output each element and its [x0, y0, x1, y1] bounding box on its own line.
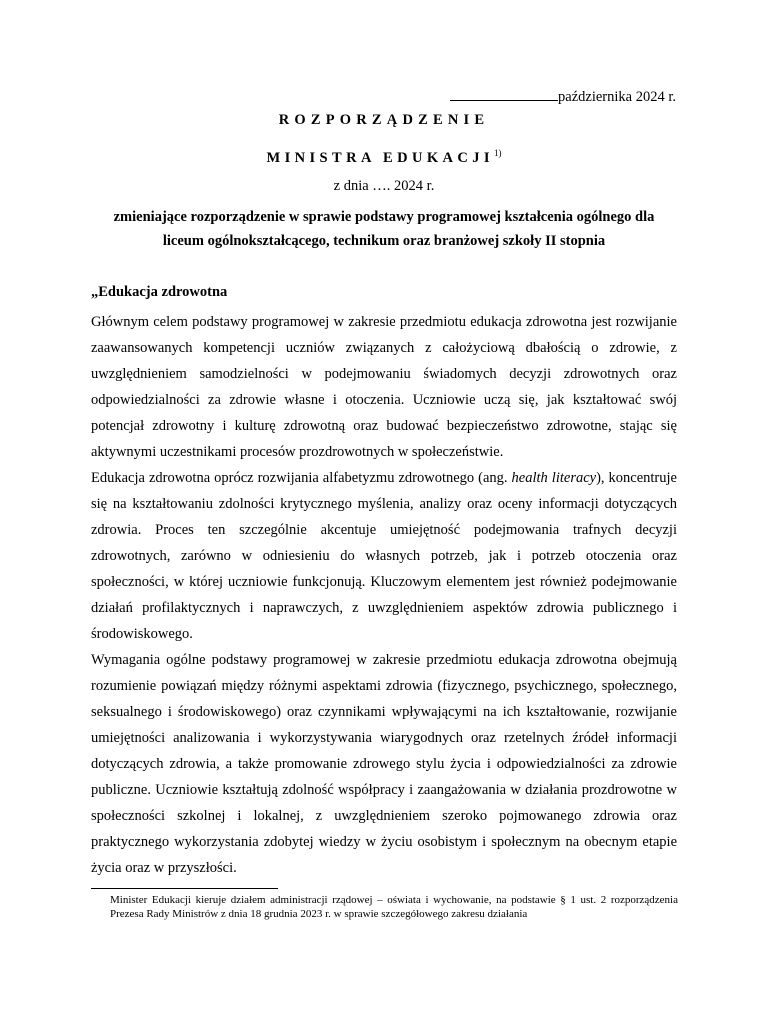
- regulation-subject: [0, 205, 768, 253]
- footnote-text: Minister Edukacji kieruje działem administracji rządowej – oświata i wychowanie, na podstawie § 1 ust. 2 rozporządzenia Prezesa Rady Ministrów z dnia 18 grudnia 2023 r. w sprawie szczegółowego zakresu działania: [110, 894, 678, 920]
- header-date-text: października 2024 r.: [558, 89, 676, 105]
- minister-title-text: MINISTRA EDUKACJI: [266, 149, 494, 166]
- footnote-reference: 1): [493, 148, 502, 158]
- header-date-line: [450, 86, 676, 106]
- paragraph-2-italic-term: health literacy: [511, 470, 597, 486]
- footnote-separator: [91, 888, 278, 889]
- minister-title: [0, 143, 768, 168]
- subject-line-2: liceum ogólnokształcącego, technikum oraz branżowej szkoły II stopnia: [162, 233, 606, 249]
- section-body: [91, 309, 677, 881]
- regulation-title: ROZPORZĄDZENIE: [278, 112, 490, 128]
- subject-line-1: zmieniające rozporządzenie w sprawie podstawy programowej kształcenia ogólnego dla: [113, 209, 655, 225]
- date-blank-underline: [450, 86, 558, 101]
- paragraph-3: Wymagania ogólne podstawy programowej w zakresie przedmiotu edukacja zdrowotna obejmują rozumienie powiązań między różnymi aspektami zdrowia (fizycznego, psychicznego, społecznego, seksualnego i środowiskowego) oraz czynnikami wpływającymi na ich kształtowanie, rozwijanie umiejętności analizowania i wykorzystywania wiarygodnych oraz rzetelnych źródeł informacji dotyczących zdrowia, a także promowanie zdrowego stylu życia i odpowiedzialności za zdrowie publiczne. Uczniowie kształtują zdolność współpracy i zaangażowania w działania prozdrowotne w społeczności szkolnej i lokalnej, z uwzględnieniem szeroko pojmowanego zdrowia oraz praktycznego wykorzystania zdobytej wiedzy w życiu osobistym i społecznym na obecnym etapie życia oraz w przyszłości.: [91, 652, 677, 876]
- regulation-date: z dnia …. 2024 r.: [333, 178, 435, 194]
- paragraph-2: [91, 465, 677, 647]
- section-heading: „Edukacja zdrowotna: [91, 284, 228, 300]
- paragraph-2-start: Edukacja zdrowotna oprócz rozwijania alfabetyzmu zdrowotnego (ang.: [91, 470, 512, 486]
- paragraph-2-end: ), koncentruje się na kształtowaniu zdolności krytycznego myślenia, analizy oraz oceny informacji dotyczących zdrowia. Proces ten szczególnie akcentuje umiejętność podejmowania trafnych decyzji zdrowotnych, zarówno w odniesieniu do własnych potrzeb, jak i potrzeb otoczenia oraz społeczności, w której uczniowie funkcjonują. Kluczowym elementem jest również podejmowanie działań profilaktycznych i naprawczych, z uwzględnieniem aspektów zdrowia publicznego i środowiskowego.: [91, 470, 677, 642]
- paragraph-1: Głównym celem podstawy programowej w zakresie przedmiotu edukacja zdrowotna jest rozwijanie zaawansowanych kompetencji uczniów związanych z całożyciową dbałością o zdrowie, z uwzględnieniem samodzielności w podejmowaniu świadomych decyzji zdrowotnych oraz odpowiedzialności za zdrowie własne i otoczenia. Uczniowie uczą się, jak kształtować swój potencjał zdrowotny i kulturę zdrowotną oraz budować bezpieczeństwo zdrowotne, stając się aktywnymi uczestnikami procesów prozdrowotnych w społeczeństwie.: [91, 314, 677, 460]
